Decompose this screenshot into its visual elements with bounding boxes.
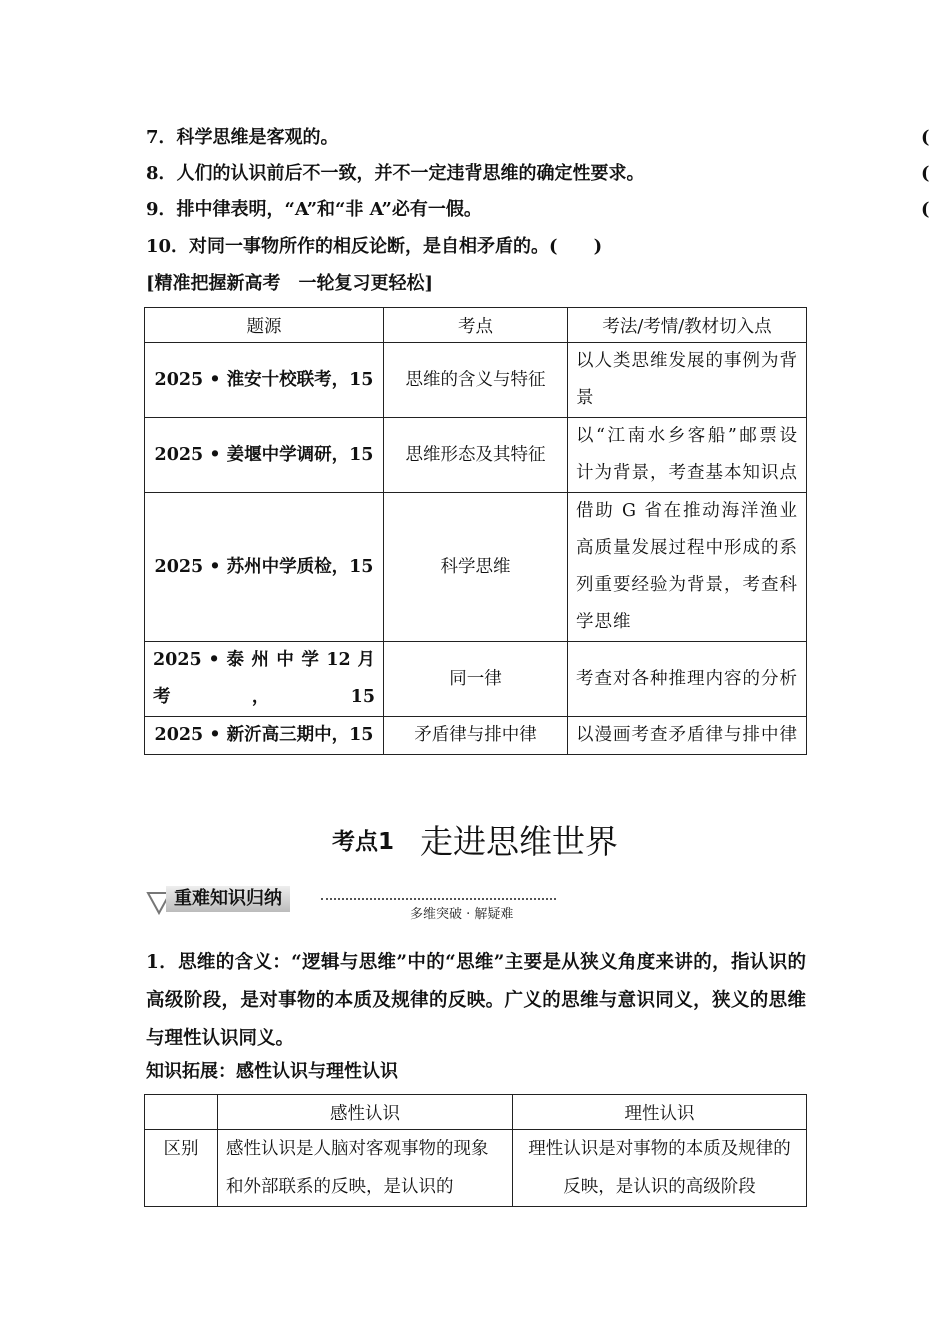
answer-paren: ( [921,127,930,148]
dotted-divider [321,898,556,900]
table-row [145,343,807,418]
answer-paren: ( [921,199,930,220]
header-source: 题源 [145,308,384,343]
knowledge-banner [146,884,546,924]
rational-cell: 理性认识是对事物的本质及规律的反映，是认识的高级阶段 [513,1130,807,1207]
judgement-item-7: 7．科学思维是客观的。 [146,127,339,148]
table-header-row [145,1095,807,1130]
point-cell: 思维形态及其特征 [384,418,568,493]
definition-paragraph: 1．思维的含义：“逻辑与思维”中的“思维”主要是从狭义角度来讲的，指认识的高级阶段，是对事物的本质及规律的反映。广义的思维与意识同义，狭义的思维与理性认识同义。 [146,952,806,1049]
banner-title: 重难知识归纳 [166,886,290,912]
banner-subtitle: 多维突破 · 解疑难 [408,903,513,922]
row-label: 区别 [145,1130,218,1207]
header-rational: 理性认识 [513,1095,807,1130]
section-title [0,816,950,863]
angle-cell: 以人类思维发展的事例为背景 [568,343,807,418]
point-cell: 矛盾律与排中律 [384,717,568,755]
judgement-item-9: 9．排中律表明，“A”和“非 A”必有一假。 [146,199,482,220]
header-point: 考点 [384,308,568,343]
judgement-item-10: 10．对同一事物所作的相反论断，是自相矛盾的。( ) [146,236,603,257]
source-cell: 2025 • 新沂高三期中，15 [145,717,384,755]
header-sensory: 感性认识 [218,1095,513,1130]
angle-cell: 考查对各种推理内容的分析 [568,642,807,717]
extension-title: 知识拓展：感性认识与理性认识 [146,1061,398,1082]
section-heading: 走进思维世界 [420,822,618,861]
point-cell: 科学思维 [384,493,568,642]
point-cell: 同一律 [384,642,568,717]
comparison-table [144,1094,807,1207]
exam-source-table [144,307,807,755]
answer-paren: ( [921,163,930,184]
point-cell: 思维的含义与特征 [384,343,568,418]
sensory-cell: 感性认识是人脑对客观事物的现象和外部联系的反映，是认识的 [218,1130,513,1207]
source-cell: 2025 • 泰 州 中 学 12 月考，15 [145,642,384,717]
table-row [145,493,807,642]
table-header-row [145,308,807,343]
angle-cell: 借助 G 省在推动海洋渔业高质量发展过程中形成的系列重要经验为背景，考查科学思维 [568,493,807,642]
table-row [145,642,807,717]
source-cell: 2025 • 姜堰中学调研，15 [145,418,384,493]
source-cell: 2025 • 苏州中学质检，15 [145,493,384,642]
header-empty [145,1095,218,1130]
angle-cell: 以“江南水乡客船”邮票设计为背景，考查基本知识点 [568,418,807,493]
table-row [145,1130,807,1207]
table-row [145,717,807,755]
source-cell: 2025 • 淮安十校联考，15 [145,343,384,418]
section-label: 考点1 [331,829,394,855]
header-angle: 考法/考情/教材切入点 [568,308,807,343]
angle-cell: 以漫画考查矛盾律与排中律 [568,717,807,755]
exam-heading: [精准把握新高考 一轮复习更轻松] [146,273,434,294]
table-row [145,418,807,493]
judgement-item-8: 8．人们的认识前后不一致，并不一定违背思维的确定性要求。 [146,163,645,184]
